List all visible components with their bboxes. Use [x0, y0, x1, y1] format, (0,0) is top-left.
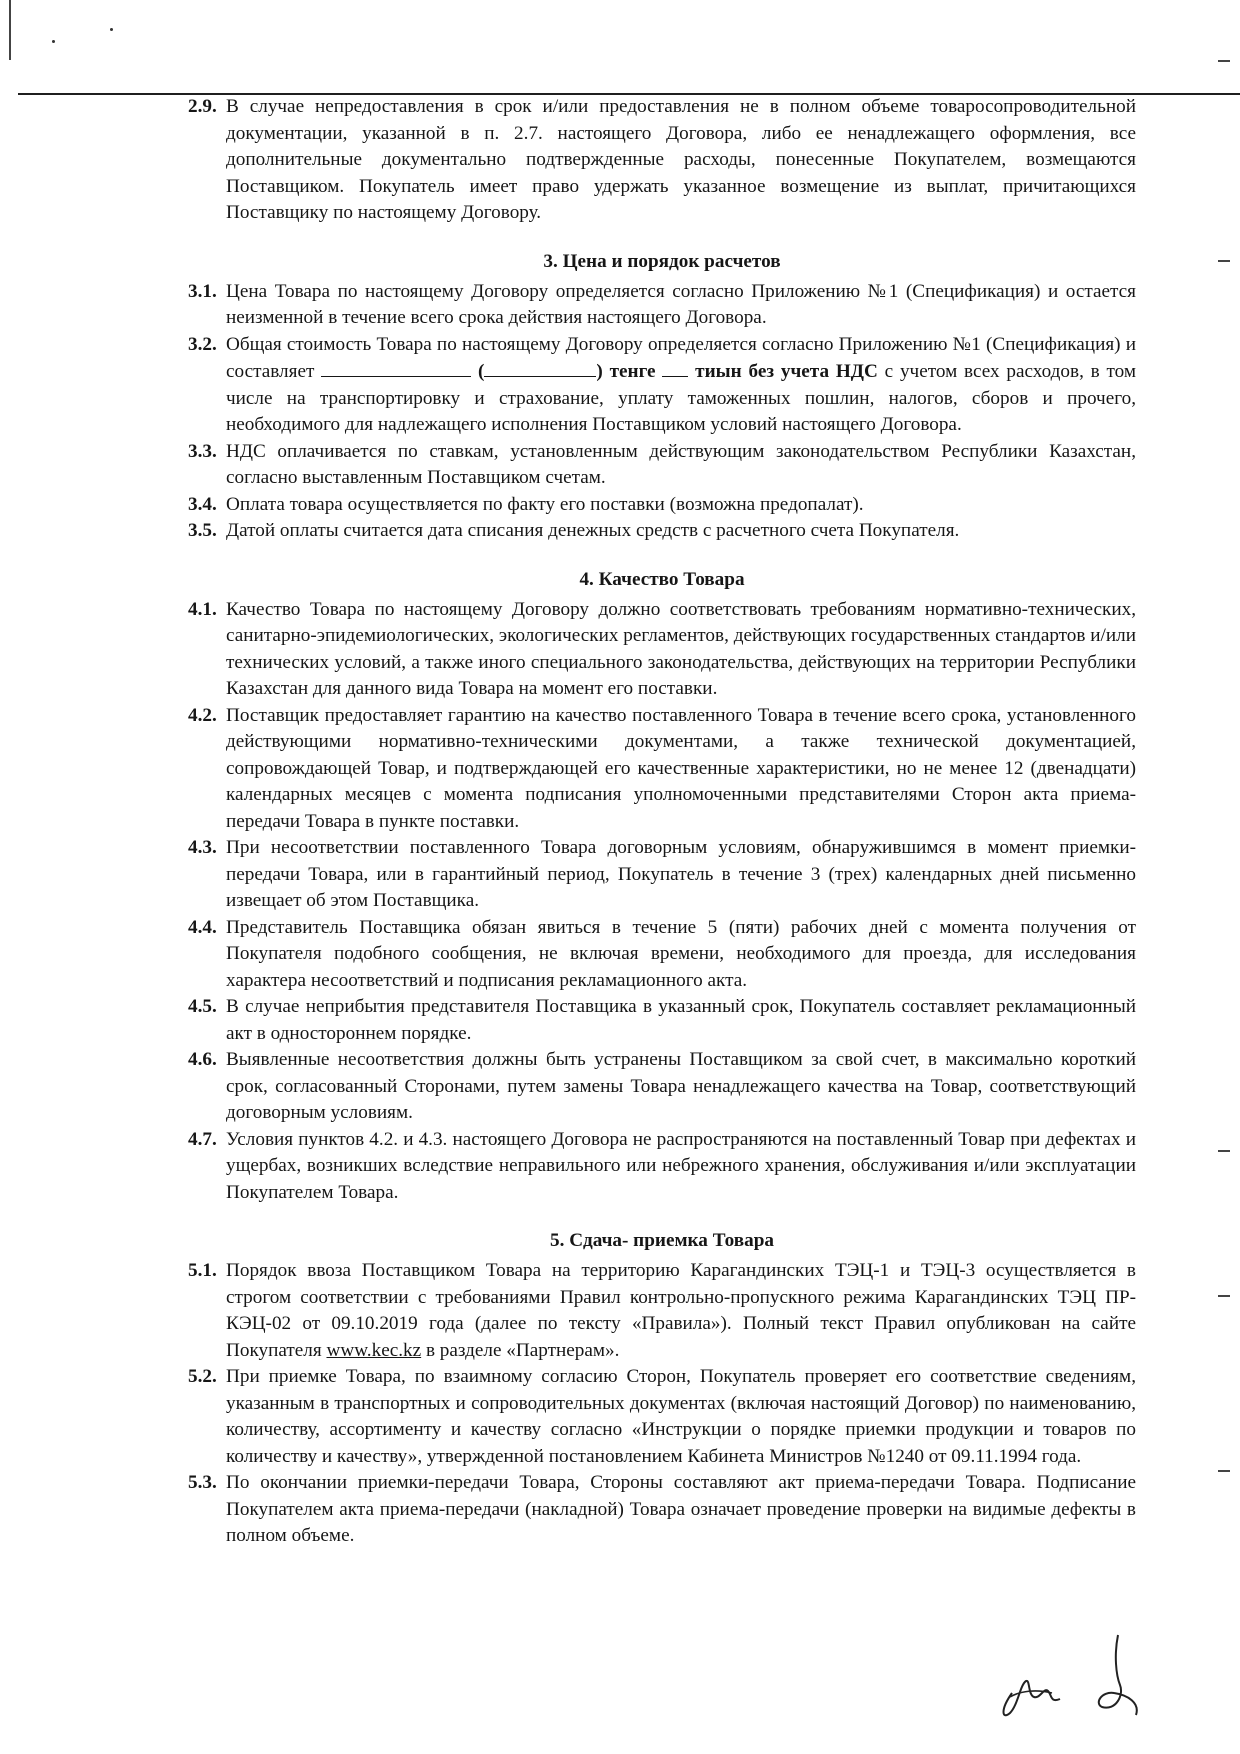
clause-number: 5.1. — [188, 1260, 217, 1281]
clause-3-2 — [188, 332, 1136, 439]
clause-text: Датой оплаты считается дата списания денежных средств с расчетного счета Покупателя. — [226, 520, 960, 541]
clause-text: Выявленные несоответствия должны быть устранены Поставщиком за свой счет, в максимально короткий срок, согласованный Сторонами, путем замены Товара ненадлежащего качества на Товар, соответствующий договорным условиям. — [226, 1049, 1136, 1123]
tiyn-label: тиын без учета НДС — [695, 361, 878, 382]
document-page — [188, 94, 1136, 1550]
clause-text: Поставщик предоставляет гарантию на качество поставленного Товара в течение всего срока, установленного действующими нормативно-техническими документами, а также технической документацией, сопровождающей Товар, и подтверждающей его качественные характеристики, но не менее 12 (двенадцати) календарных месяцев с момента подписания уполномоченными представителями Сторон акта приема-передачи Товара в пункте поставки. — [226, 704, 1136, 832]
scan-speck — [52, 40, 55, 43]
clause-number: 3.1. — [188, 280, 217, 302]
clause-text-part: в разделе «Партнерам». — [425, 1339, 620, 1361]
clause-3-5 — [188, 518, 1136, 545]
clause-4-5 — [188, 994, 1136, 1047]
clause-text: НДС оплачивается по ставкам, установленным действующим законодательством Республики Казахстан, согласно выставленным Поставщиком счетам. — [226, 440, 1136, 488]
website-link[interactable]: www.kec.kz — [326, 1339, 422, 1361]
clause-text-part: Порядок ввоза Поставщиком Товара на территорию Карагандинских ТЭЦ-1 и ТЭЦ-3 осуществляется в строгом соответствии с требованиями Правил контрольно-пропускного режима Карагандинских ТЭЦ ПР-КЭЦ-02 от 09.10.2019 года (далее по тексту «Правила»). Полный текст Правил опубликован на сайте Покупателя — [226, 1260, 1136, 1361]
open-paren: ( — [477, 361, 485, 382]
clause-text: В случае непредоставления в срок и/или предоставления не в полном объеме товаросопроводительной документации, указанной в п. 2.7. настоящего Договора, либо ее ненадлежащего оформления, все дополнительные документально подтвержденные расходы, понесенные Покупателем, возмещаются Поставщиком. Покупатель имеет право удержать указанное возмещение из выплат, причитающихся Поставщику по настоящему Договору. — [226, 96, 1136, 223]
clause-text — [226, 332, 1136, 439]
scan-margin-mark — [1218, 60, 1230, 62]
clause-text: При приемке Товара, по взаимному согласию Сторон, Покупатель проверяет его соответствие сведениям, указанным в транспортных и сопроводительных документах (включая настоящий Договор) по наименованию, количеству, ассортименту и качеству согласно «Инструкции о порядке приемки продукции и товаров по количеству и качеству», утвержденной постановлением Кабинета Министров №1240 от 09.11.1994 года. — [226, 1366, 1136, 1467]
amount-blank — [321, 358, 471, 377]
tiyn-blank — [662, 358, 688, 377]
clause-number: 3.3. — [188, 440, 217, 462]
clause-number: 4.5. — [188, 996, 217, 1017]
clause-number: 3.5. — [188, 520, 217, 541]
amount-words-blank — [484, 358, 596, 377]
clause-5-2 — [188, 1364, 1136, 1470]
scan-edge-mark — [9, 0, 11, 60]
clause-5-1 — [188, 1258, 1136, 1364]
clause-text: Представитель Поставщика обязан явиться в течение 5 (пяти) рабочих дней с момента получения от Покупателя подобного сообщения, не включая времени, необходимого для проезда, для исследования характера несоответствий и подписания рекламационного акта. — [226, 916, 1136, 991]
clause-4-6 — [188, 1047, 1136, 1127]
clause-3-4 — [188, 492, 1136, 519]
clause-2-9 — [188, 94, 1136, 227]
clause-3-1 — [188, 279, 1136, 332]
clause-number: 3.4. — [188, 493, 217, 515]
clause-4-1 — [188, 597, 1136, 703]
clause-4-3 — [188, 835, 1136, 915]
clause-text: Цена Товара по настоящему Договору определяется согласно Приложению №1 (Спецификация) и остается неизменной в течение всего срока действия настоящего Договора. — [226, 280, 1136, 328]
tenge-label: ) тенге — [596, 361, 656, 382]
clause-text — [226, 1258, 1136, 1364]
clause-number: 5.3. — [188, 1472, 217, 1493]
scan-margin-mark — [1218, 1295, 1230, 1297]
clause-4-4 — [188, 915, 1136, 995]
signature-stroke — [1004, 1681, 1061, 1715]
clause-number: 4.4. — [188, 916, 217, 938]
clause-number: 4.3. — [188, 837, 217, 858]
clause-number: 5.2. — [188, 1366, 217, 1387]
clause-text: Условия пунктов 4.2. и 4.3. настоящего Договора не распространяются на поставленный Товар при дефектах и ущербах, возникших вследствие неправильного или небрежного хранения, обслуживания и/или эксплуатации Покупателем Товара. — [226, 1128, 1136, 1203]
clause-number: 4.6. — [188, 1049, 217, 1070]
clause-text: В случае неприбытия представителя Поставщика в указанный срок, Покупатель составляет рекламационный акт в одностороннем порядке. — [226, 996, 1136, 1044]
section-3-heading: 3. Цена и порядок расчетов — [543, 250, 781, 272]
clause-text-part: с учетом всех расходов, в том числе на транспортировку и страхование, уплату таможенных пошлин, налогов, сборов и прочего, необходимого для надлежащего исполнения Поставщиком условий настоящего Договора. — [226, 361, 1137, 435]
clause-number: 4.2. — [188, 704, 217, 726]
clause-number: 4.7. — [188, 1128, 217, 1150]
scan-speck — [110, 28, 113, 31]
clause-3-3 — [188, 439, 1136, 492]
clause-number: 3.2. — [188, 333, 217, 355]
clause-text: Качество Товара по настоящему Договору должно соответствовать требованиям нормативно-технических, санитарно-эпидемиологических, экологических регламентов, действующих государственных стандартов и/или технических условий, а также иного специального законодательства, действующих на территории Республики Казахстан для данного вида Товара на момент его поставки. — [226, 598, 1136, 699]
section-5-heading: 5. Сдача- приемка Товара — [550, 1230, 774, 1251]
clause-number: 4.1. — [188, 598, 217, 620]
clause-4-7 — [188, 1127, 1136, 1207]
clause-4-2 — [188, 703, 1136, 836]
clause-text: По окончании приемки-передачи Товара, Стороны составляют акт приема-передачи Товара. Подписание Покупателем акта приема-передачи (накладной) Товара означает проведение проверки на видимые дефекты в полном объеме. — [226, 1472, 1136, 1546]
scan-margin-mark — [1218, 260, 1230, 262]
handwritten-signatures — [990, 1615, 1180, 1725]
clause-text: Оплата товара осуществляется по факту его поставки (возможна предопалат). — [226, 493, 864, 515]
clause-number: 2.9. — [188, 96, 217, 117]
clause-5-3 — [188, 1470, 1136, 1550]
signature-stroke — [1099, 1635, 1137, 1715]
section-4-heading: 4. Качество Товара — [579, 568, 745, 590]
scan-margin-mark — [1218, 1470, 1230, 1472]
clause-text: При несоответствии поставленного Товара договорным условиям, обнаружившимся в момент приемки-передачи Товара, или в гарантийный период, Покупатель в течение 3 (трех) календарных дней письменно извещает об этом Поставщика. — [226, 837, 1136, 911]
clause-text-part: Общая стоимость Товара по настоящему Договору определяется согласно Приложению №1 (Спецификация) и составляет — [226, 333, 1136, 382]
scan-margin-mark — [1218, 1150, 1230, 1152]
